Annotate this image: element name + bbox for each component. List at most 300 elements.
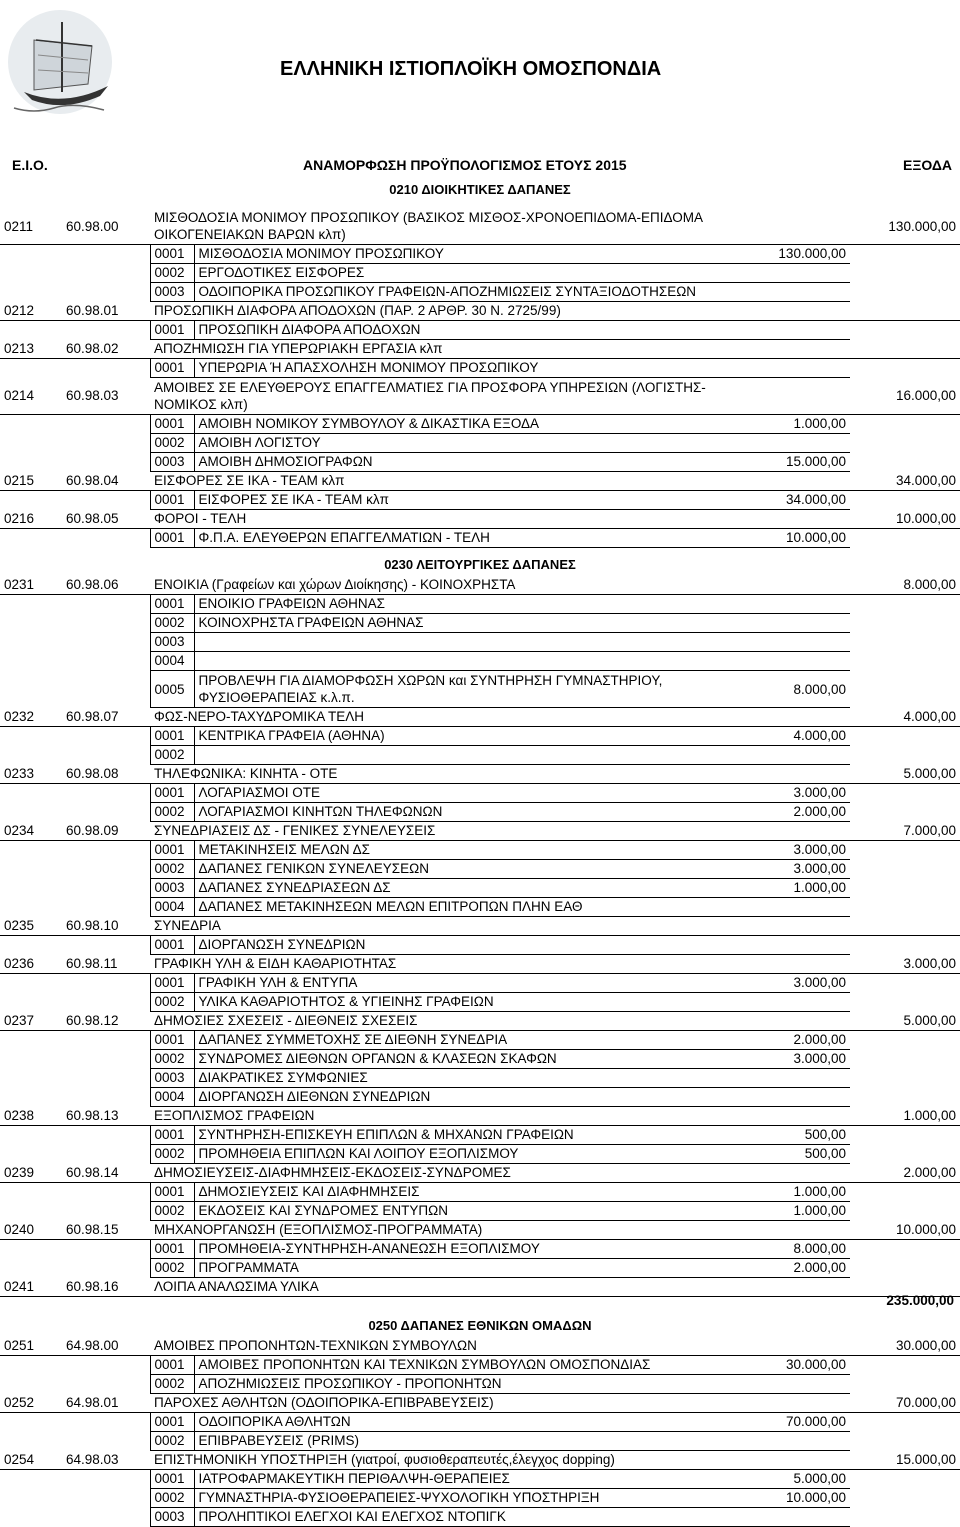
account-total [850, 1259, 960, 1278]
account-code [0, 1145, 62, 1164]
subaccount-description: ΔΑΠΑΝΕΣ ΜΕΤΑΚΙΝΗΣΕΩΝ ΜΕΛΩΝ ΕΠΙΤΡΟΠΩΝ ΠΛΗΝ ΕΑΘ [194, 898, 746, 917]
account-total [850, 453, 960, 472]
sub-amount: 1.000,00 [746, 1202, 850, 1221]
account-total [850, 1069, 960, 1088]
sub-amount: 4.000,00 [746, 727, 850, 746]
budget-row-sub [0, 1240, 960, 1259]
kae-code [62, 1375, 150, 1394]
account-total: 16.000,00 [850, 378, 960, 415]
sub-amount [746, 1394, 850, 1413]
subaccount-description: ΑΜΟΙΒΕΣ ΠΡΟΠΟΝΗΤΩΝ ΚΑΙ ΤΕΧΝΙΚΩΝ ΣΥΜΒΟΥΛΩΝ ΟΜΟΣΠΟΝΔΙΑΣ [194, 1356, 746, 1375]
account-code [0, 1088, 62, 1107]
account-total [850, 898, 960, 917]
account-description: ΣΥΝΕΔΡΙΑΣΕΙΣ ΔΣ - ΓΕΝΙΚΕΣ ΣΥΝΕΛΕΥΣΕΙΣ [150, 822, 746, 841]
sub-amount [746, 765, 850, 784]
account-description: ΛΟΙΠΑ ΑΝΑΛΩΣΙΜΑ ΥΛΙΚΑ [150, 1278, 746, 1297]
subaccount-code: 0002 [150, 614, 194, 633]
kae-code [62, 614, 150, 633]
subaccount-code: 0004 [150, 652, 194, 671]
account-code [0, 595, 62, 614]
sub-amount: 500,00 [746, 1145, 850, 1164]
account-total: 70.000,00 [850, 1394, 960, 1413]
account-code [0, 898, 62, 917]
sub-amount [746, 208, 850, 245]
account-total [850, 803, 960, 822]
budget-row-sub [0, 1356, 960, 1375]
account-total: 10.000,00 [850, 510, 960, 529]
kae-code: 60.98.02 [62, 340, 150, 359]
kae-code: 60.98.16 [62, 1278, 150, 1297]
account-code [0, 784, 62, 803]
kae-code [62, 1413, 150, 1432]
kae-code [62, 1088, 150, 1107]
account-total: 130.000,00 [850, 208, 960, 245]
sub-amount [746, 264, 850, 283]
account-description: ΑΜΟΙΒΕΣ ΣΕ ΕΛΕΥΘΕΡΟΥΣ ΕΠΑΓΓΕΛΜΑΤΙΕΣ ΓΙΑ ΠΡΟΣΦΟΡΑ ΥΠΗΡΕΣΙΩΝ (ΛΟΓΙΣΤΗΣ-ΝΟΜΙΚΟΣ κλπ) [150, 378, 746, 415]
subaccount-description [194, 652, 746, 671]
kae-code [62, 453, 150, 472]
budget-row-main [0, 917, 960, 936]
account-code [0, 1356, 62, 1375]
kae-code [62, 1031, 150, 1050]
budget-table-0250 [0, 1337, 960, 1527]
account-total [850, 434, 960, 453]
document-type: ΕΞΟΔΑ [903, 157, 953, 173]
kae-code [62, 1069, 150, 1088]
sub-amount: 70.000,00 [746, 1413, 850, 1432]
account-total [850, 784, 960, 803]
kae-code: 64.98.03 [62, 1451, 150, 1470]
sub-amount: 10.000,00 [746, 529, 850, 548]
subaccount-description: ΔΙΑΚΡΑΤΙΚΕΣ ΣΥΜΦΩΝΙΕΣ [194, 1069, 746, 1088]
account-code [0, 1069, 62, 1088]
budget-row-sub [0, 1069, 960, 1088]
kae-code [62, 1432, 150, 1451]
account-total [850, 264, 960, 283]
account-code: 0254 [0, 1451, 62, 1470]
account-description: ΓΡΑΦΙΚΗ ΥΛΗ & ΕΙΔΗ ΚΑΘΑΡΙΟΤΗΤΑΣ [150, 955, 746, 974]
account-description: ΜΗΧΑΝΟΡΓΑΝΩΣΗ (ΕΞΟΠΛΙΣΜΟΣ-ΠΡΟΓΡΑΜΜΑΤΑ) [150, 1221, 746, 1240]
account-code [0, 671, 62, 708]
kae-code: 60.98.11 [62, 955, 150, 974]
account-description: ΑΜΟΙΒΕΣ ΠΡΟΠΟΝΗΤΩΝ-ΤΕΧΝΙΚΩΝ ΣΥΜΒΟΥΛΩΝ [150, 1337, 746, 1356]
kae-code: 60.98.09 [62, 822, 150, 841]
subaccount-code: 0002 [150, 993, 194, 1012]
subaccount-code: 0002 [150, 1202, 194, 1221]
sub-amount [746, 1508, 850, 1527]
kae-code [62, 1508, 150, 1527]
account-total [850, 529, 960, 548]
kae-code [62, 595, 150, 614]
kae-code: 64.98.01 [62, 1394, 150, 1413]
sub-amount: 10.000,00 [746, 1489, 850, 1508]
subaccount-code: 0001 [150, 1470, 194, 1489]
account-total [850, 1240, 960, 1259]
budget-row-sub [0, 633, 960, 652]
kae-code [62, 491, 150, 510]
budget-row-sub [0, 1126, 960, 1145]
budget-row-sub [0, 671, 960, 708]
account-description: ΣΥΝΕΔΡΙΑ [150, 917, 746, 936]
budget-table-0230 [0, 576, 960, 1297]
sub-amount [746, 1451, 850, 1470]
budget-row-main [0, 1394, 960, 1413]
budget-row-main [0, 822, 960, 841]
subaccount-description: ΚΕΝΤΡΙΚΑ ΓΡΑΦΕΙΑ (ΑΘΗΝΑ) [194, 727, 746, 746]
kae-code: 60.98.00 [62, 208, 150, 245]
subaccount-code: 0004 [150, 1088, 194, 1107]
budget-row-sub [0, 1088, 960, 1107]
subaccount-code: 0003 [150, 283, 194, 302]
subaccount-code: 0003 [150, 633, 194, 652]
account-code: 0235 [0, 917, 62, 936]
sub-amount [746, 321, 850, 340]
account-code [0, 1489, 62, 1508]
subaccount-description: ΔΙΟΡΓΑΝΩΣΗ ΔΙΕΘΝΩΝ ΣΥΝΕΔΡΙΩΝ [194, 1088, 746, 1107]
kae-code [62, 1240, 150, 1259]
section-title-0250: 0250 ΔΑΠΑΝΕΣ ΕΘΝΙΚΩΝ ΟΜΑΔΩΝ [368, 1318, 592, 1333]
sub-amount [746, 1432, 850, 1451]
sub-amount: 500,00 [746, 1126, 850, 1145]
sub-amount: 130.000,00 [746, 245, 850, 264]
budget-row-sub [0, 1432, 960, 1451]
subaccount-code: 0001 [150, 841, 194, 860]
account-code [0, 993, 62, 1012]
kae-code [62, 264, 150, 283]
account-total: 4.000,00 [850, 708, 960, 727]
account-description: ΠΑΡΟΧΕΣ ΑΘΛΗΤΩΝ (ΟΔΟΙΠΟΡΙΚΑ-ΕΠΙΒΡΑΒΕΥΣΕΙΣ) [150, 1394, 746, 1413]
subaccount-description: ΑΜΟΙΒΗ ΛΟΓΙΣΤΟΥ [194, 434, 746, 453]
budget-row-sub [0, 283, 960, 302]
kae-code [62, 1126, 150, 1145]
account-code: 0241 [0, 1278, 62, 1297]
account-total [850, 936, 960, 955]
sub-amount [746, 302, 850, 321]
sub-amount: 2.000,00 [746, 1259, 850, 1278]
budget-row-main [0, 1164, 960, 1183]
sub-amount [746, 1164, 850, 1183]
subaccount-code: 0003 [150, 1069, 194, 1088]
subaccount-description: ΑΜΟΙΒΗ ΔΗΜΟΣΙΟΓΡΑΦΩΝ [194, 453, 746, 472]
account-total [850, 841, 960, 860]
account-code [0, 415, 62, 434]
sub-amount [746, 576, 850, 595]
kae-code [62, 727, 150, 746]
budget-row-main [0, 765, 960, 784]
budget-row-main [0, 302, 960, 321]
account-description: ΕΞΟΠΛΙΣΜΟΣ ΓΡΑΦΕΙΩΝ [150, 1107, 746, 1126]
subaccount-description: ΓΥΜΝΑΣΤΗΡΙΑ-ΦΥΣΙΟΘΕΡΑΠΕΙΕΣ-ΨΥΧΟΛΟΓΙΚΗ ΥΠΟΣΤΗΡΙΞΗ [194, 1489, 746, 1508]
account-total [850, 974, 960, 993]
subaccount-code: 0001 [150, 784, 194, 803]
subaccount-code: 0001 [150, 359, 194, 378]
budget-row-sub [0, 936, 960, 955]
sub-amount [746, 378, 850, 415]
budget-row-sub [0, 614, 960, 633]
kae-code [62, 1145, 150, 1164]
ship-logo-icon [4, 0, 122, 128]
account-code [0, 860, 62, 879]
account-code [0, 652, 62, 671]
account-total [850, 614, 960, 633]
account-total: 15.000,00 [850, 1451, 960, 1470]
kae-code [62, 671, 150, 708]
subaccount-code: 0002 [150, 860, 194, 879]
budget-row-sub [0, 1202, 960, 1221]
account-total [850, 671, 960, 708]
subaccount-code: 0001 [150, 1126, 194, 1145]
sub-amount: 3.000,00 [746, 860, 850, 879]
subaccount-description [194, 746, 746, 765]
subaccount-code: 0003 [150, 1508, 194, 1527]
sub-amount: 1.000,00 [746, 1183, 850, 1202]
subaccount-description: ΥΠΕΡΩΡΙΑ Ή ΑΠΑΣΧΟΛΗΣΗ ΜΟΝΙΜΟΥ ΠΡΟΣΩΠΙΚΟΥ [194, 359, 746, 378]
budget-row-sub [0, 1031, 960, 1050]
budget-row-main [0, 510, 960, 529]
subaccount-code: 0001 [150, 974, 194, 993]
kae-code: 60.98.07 [62, 708, 150, 727]
account-description: ΦΟΡΟΙ - ΤΕΛΗ [150, 510, 746, 529]
subaccount-code: 0002 [150, 1259, 194, 1278]
subaccount-description: ΔΑΠΑΝΕΣ ΣΥΝΕΔΡΙΑΣΕΩΝ ΔΣ [194, 879, 746, 898]
subaccount-code: 0001 [150, 491, 194, 510]
account-code: 0212 [0, 302, 62, 321]
kae-code [62, 803, 150, 822]
subaccount-code: 0002 [150, 746, 194, 765]
account-total [850, 1508, 960, 1527]
section-title-0230: 0230 ΛΕΙΤΟΥΡΓΙΚΕΣ ΔΑΠΑΝΕΣ [384, 557, 576, 572]
subaccount-description: ΕΡΓΟΔΟΤΙΚΕΣ ΕΙΣΦΟΡΕΣ [194, 264, 746, 283]
subaccount-description: ΑΜΟΙΒΗ ΝΟΜΙΚΟΥ ΣΥΜΒΟΥΛΟΥ & ΔΙΚΑΣΤΙΚΑ ΕΞΟΔΑ [194, 415, 746, 434]
account-code: 0238 [0, 1107, 62, 1126]
subaccount-code: 0001 [150, 1356, 194, 1375]
account-total [850, 746, 960, 765]
account-total [850, 1413, 960, 1432]
account-code [0, 264, 62, 283]
subaccount-description: ΔΑΠΑΝΕΣ ΓΕΝΙΚΩΝ ΣΥΝΕΛΕΥΣΕΩΝ [194, 860, 746, 879]
sub-amount [746, 1221, 850, 1240]
account-code [0, 974, 62, 993]
sub-amount [746, 633, 850, 652]
sub-amount [746, 1337, 850, 1356]
kae-code [62, 1489, 150, 1508]
sub-amount [746, 652, 850, 671]
sub-amount [746, 822, 850, 841]
document-title: ΑΝΑΜΟΡΦΩΣΗ ΠΡΟΫΠΟΛΟΓΙΣΜΟΣ ΕΤΟΥΣ 2015 [303, 157, 627, 173]
account-total: 7.000,00 [850, 822, 960, 841]
subaccount-description: ΑΠΟΖΗΜΙΩΣΕΙΣ ΠΡΟΣΩΠΙΚΟΥ - ΠΡΟΠΟΝΗΤΩΝ [194, 1375, 746, 1394]
account-description: ΔΗΜΟΣΙΕΣ ΣΧΕΣΕΙΣ - ΔΙΕΘΝΕΙΣ ΣΧΕΣΕΙΣ [150, 1012, 746, 1031]
budget-table-0210 [0, 208, 960, 548]
account-code: 0232 [0, 708, 62, 727]
sub-amount: 3.000,00 [746, 841, 850, 860]
sub-amount [746, 708, 850, 727]
sub-amount [746, 472, 850, 491]
kae-code [62, 1050, 150, 1069]
subaccount-description: ΠΡΟΜΗΘΕΙΑ-ΣΥΝΤΗΡΗΣΗ-ΑΝΑΝΕΩΣΗ ΕΞΟΠΛΙΣΜΟΥ [194, 1240, 746, 1259]
budget-row-sub [0, 1489, 960, 1508]
account-code: 0216 [0, 510, 62, 529]
kae-code: 60.98.15 [62, 1221, 150, 1240]
sub-amount: 1.000,00 [746, 879, 850, 898]
account-total [850, 727, 960, 746]
budget-row-sub [0, 879, 960, 898]
account-code [0, 633, 62, 652]
account-total [850, 359, 960, 378]
subaccount-code: 0001 [150, 595, 194, 614]
kae-code [62, 784, 150, 803]
sub-amount: 5.000,00 [746, 1470, 850, 1489]
budget-row-sub [0, 1259, 960, 1278]
kae-code [62, 283, 150, 302]
account-code [0, 803, 62, 822]
budget-row-sub [0, 1183, 960, 1202]
sub-amount [746, 955, 850, 974]
budget-row-sub [0, 1508, 960, 1527]
kae-code [62, 936, 150, 955]
sub-amount: 8.000,00 [746, 671, 850, 708]
subaccount-code: 0002 [150, 434, 194, 453]
subaccount-code: 0002 [150, 1375, 194, 1394]
account-code: 0239 [0, 1164, 62, 1183]
subaccount-description: ΕΙΣΦΟΡΕΣ ΣΕ ΙΚΑ - ΤΕΑΜ κλπ [194, 491, 746, 510]
budget-row-sub [0, 1470, 960, 1489]
account-code [0, 434, 62, 453]
account-code [0, 727, 62, 746]
kae-code: 60.98.05 [62, 510, 150, 529]
kae-code [62, 1202, 150, 1221]
account-code: 0251 [0, 1337, 62, 1356]
subaccount-code: 0001 [150, 1183, 194, 1202]
account-total [850, 340, 960, 359]
sub-amount: 1.000,00 [746, 415, 850, 434]
account-total: 2.000,00 [850, 1164, 960, 1183]
budget-row-main [0, 340, 960, 359]
budget-row-sub [0, 1050, 960, 1069]
subaccount-description: ΟΔΟΙΠΟΡΙΚΑ ΠΡΟΣΩΠΙΚΟΥ ΓΡΑΦΕΙΩΝ-ΑΠΟΖΗΜΙΩΣΕΙΣ ΣΥΝΤΑΞΙΟΔΟΤΗΣΕΩΝ [194, 283, 746, 302]
subaccount-description: ΔΙΟΡΓΑΝΩΣΗ ΣΥΝΕΔΡΙΩΝ [194, 936, 746, 955]
account-total [850, 1202, 960, 1221]
subaccount-description: ΜΙΣΘΟΔΟΣΙΑ ΜΟΝΙΜΟΥ ΠΡΟΣΩΠΙΚΟΥ [194, 245, 746, 264]
kae-code [62, 321, 150, 340]
account-total [850, 321, 960, 340]
sub-amount [746, 614, 850, 633]
budget-row-sub [0, 321, 960, 340]
kae-code: 60.98.01 [62, 302, 150, 321]
subaccount-code: 0001 [150, 1413, 194, 1432]
account-code [0, 1183, 62, 1202]
budget-row-sub [0, 1375, 960, 1394]
subaccount-description: ΔΑΠΑΝΕΣ ΣΥΜΜΕΤΟΧΗΣ ΣΕ ΔΙΕΘΝΗ ΣΥΝΕΔΡΙΑ [194, 1031, 746, 1050]
subaccount-code: 0001 [150, 415, 194, 434]
account-description: ΔΗΜΟΣΙΕΥΣΕΙΣ-ΔΙΑΦΗΜΗΣΕΙΣ-ΕΚΔΟΣΕΙΣ-ΣΥΝΔΡΟΜΕΣ [150, 1164, 746, 1183]
budget-row-sub [0, 993, 960, 1012]
budget-row-main [0, 955, 960, 974]
sub-amount: 30.000,00 [746, 1356, 850, 1375]
subaccount-code: 0002 [150, 1489, 194, 1508]
subaccount-description: ΕΝΟΙΚΙΟ ΓΡΑΦΕΙΩΝ ΑΘΗΝΑΣ [194, 595, 746, 614]
account-total [850, 1126, 960, 1145]
account-description: ΤΗΛΕΦΩΝΙΚΑ: ΚΙΝΗΤΑ - ΟΤΕ [150, 765, 746, 784]
account-code [0, 1031, 62, 1050]
account-total: 34.000,00 [850, 472, 960, 491]
sub-amount [746, 1088, 850, 1107]
kae-code: 60.98.06 [62, 576, 150, 595]
kae-code [62, 415, 150, 434]
sub-amount: 3.000,00 [746, 974, 850, 993]
kae-code [62, 1356, 150, 1375]
budget-row-main [0, 1012, 960, 1031]
org-abbreviation: Ε.Ι.Ο. [12, 157, 48, 173]
subaccount-description: ΚΟΙΝΟΧΡΗΣΤΑ ΓΡΑΦΕΙΩΝ ΑΘΗΝΑΣ [194, 614, 746, 633]
sub-amount [746, 434, 850, 453]
account-total: 1.000,00 [850, 1107, 960, 1126]
account-total [850, 245, 960, 264]
budget-row-main [0, 472, 960, 491]
subaccount-description [194, 633, 746, 652]
account-description: ΑΠΟΖΗΜΙΩΣΗ ΓΙΑ ΥΠΕΡΩΡΙΑΚΗ ΕΡΓΑΣΙΑ κλπ [150, 340, 746, 359]
account-description: ΜΙΣΘΟΔΟΣΙΑ ΜΟΝΙΜΟΥ ΠΡΟΣΩΠΙΚΟΥ (ΒΑΣΙΚΟΣ ΜΙΣΘΟΣ-ΧΡΟΝΟΕΠΙΔΟΜΑ-ΕΠΙΔΟΜΑ ΟΙΚΟΓΕΝΕΙΑΚΩΝ ΒΑΡΩΝ κλπ) [150, 208, 746, 245]
account-total [850, 1432, 960, 1451]
budget-row-sub [0, 652, 960, 671]
subaccount-description: ΜΕΤΑΚΙΝΗΣΕΙΣ ΜΕΛΩΝ ΔΣ [194, 841, 746, 860]
subaccount-code: 0002 [150, 1050, 194, 1069]
budget-row-main [0, 1337, 960, 1356]
account-total [850, 1031, 960, 1050]
kae-code [62, 1470, 150, 1489]
section-title-0210: 0210 ΔΙΟΙΚΗΤΙΚΕΣ ΔΑΠΑΝΕΣ [389, 182, 571, 197]
budget-row-main [0, 708, 960, 727]
subaccount-description: ΕΠΙΒΡΑΒΕΥΣΕΙΣ (PRIMS) [194, 1432, 746, 1451]
account-code [0, 453, 62, 472]
grand-total: 235.000,00 [886, 1293, 954, 1308]
subaccount-code: 0001 [150, 727, 194, 746]
budget-row-sub [0, 529, 960, 548]
subaccount-code: 0002 [150, 1432, 194, 1451]
sub-amount [746, 1012, 850, 1031]
subaccount-description: Φ.Π.Α. ΕΛΕΥΘΕΡΩΝ ΕΠΑΓΓΕΛΜΑΤΙΩΝ - ΤΕΛΗ [194, 529, 746, 548]
account-code: 0237 [0, 1012, 62, 1031]
account-total [850, 633, 960, 652]
account-total [850, 860, 960, 879]
kae-code: 60.98.03 [62, 378, 150, 415]
account-total [850, 879, 960, 898]
kae-code [62, 529, 150, 548]
account-code [0, 491, 62, 510]
kae-code [62, 1259, 150, 1278]
budget-row-sub [0, 1145, 960, 1164]
account-total [850, 491, 960, 510]
account-code [0, 529, 62, 548]
budget-row-sub [0, 595, 960, 614]
account-code [0, 614, 62, 633]
subaccount-code: 0004 [150, 898, 194, 917]
account-code: 0252 [0, 1394, 62, 1413]
kae-code [62, 245, 150, 264]
account-code [0, 1126, 62, 1145]
subaccount-code: 0001 [150, 1240, 194, 1259]
subaccount-description: ΛΟΓΑΡΙΑΣΜΟΙ ΟΤΕ [194, 784, 746, 803]
kae-code: 60.98.14 [62, 1164, 150, 1183]
subaccount-code: 0001 [150, 1031, 194, 1050]
sub-amount: 3.000,00 [746, 784, 850, 803]
subaccount-code: 0002 [150, 1145, 194, 1164]
sub-amount [746, 746, 850, 765]
account-code [0, 746, 62, 765]
subaccount-description: ΣΥΝΔΡΟΜΕΣ ΔΙΕΘΝΩΝ ΟΡΓΑΝΩΝ & ΚΛΑΣΕΩΝ ΣΚΑΦΩΝ [194, 1050, 746, 1069]
budget-row-sub [0, 359, 960, 378]
sub-amount [746, 993, 850, 1012]
